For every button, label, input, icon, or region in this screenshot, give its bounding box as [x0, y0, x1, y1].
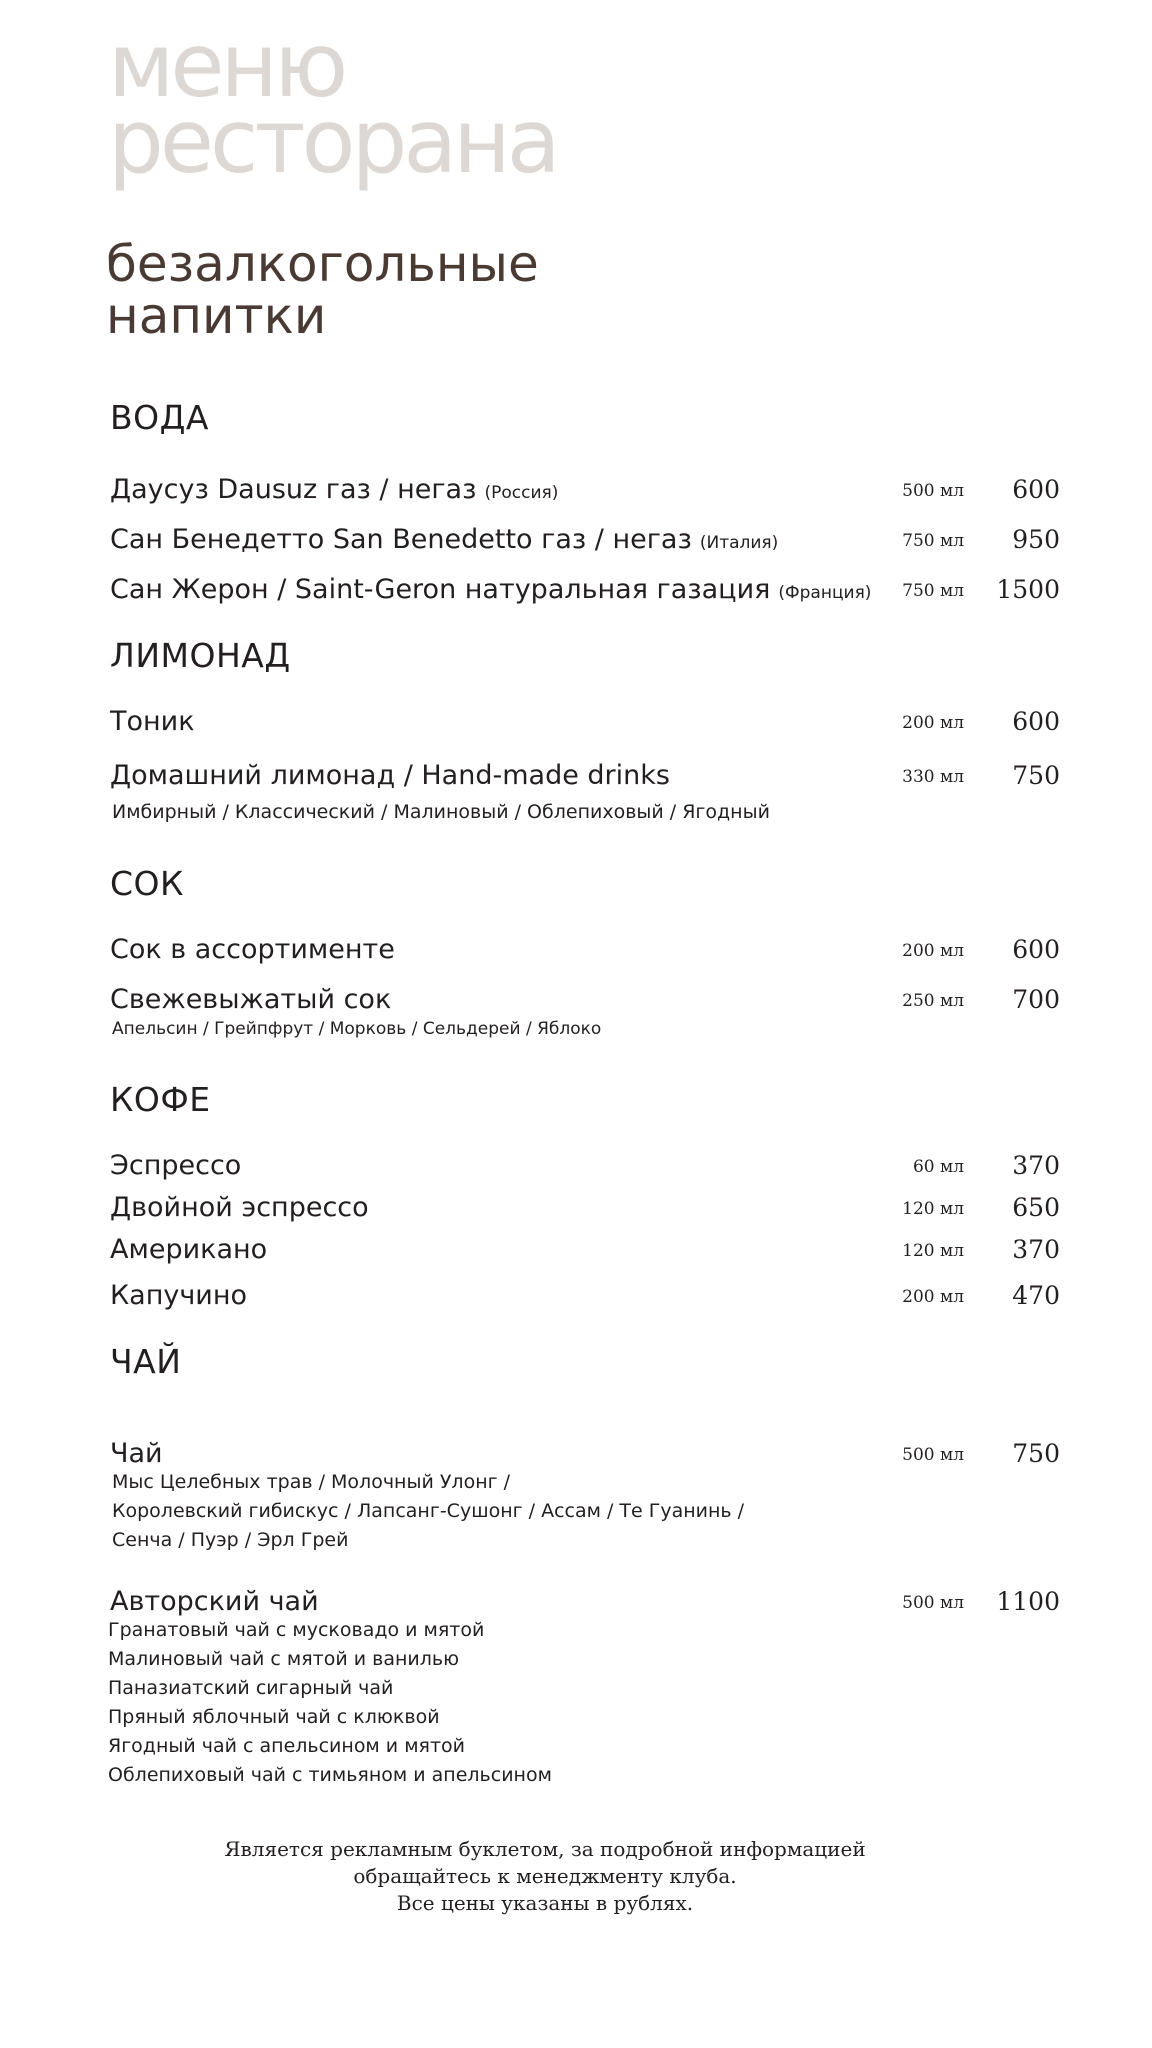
list-item: Мыс Целебных трав / Молочный Улонг / [112, 1471, 511, 1493]
lemonade-flavors: Имбирный / Классический / Малиновый / Облепиховый / Ягодный [112, 801, 770, 823]
section-heading-juice: СОК [110, 864, 184, 903]
menu-item [110, 1146, 1060, 1186]
item-name: Свежевыжатый сок [110, 984, 392, 1015]
item-origin: (Россия) [484, 483, 559, 503]
list-item: Сенча / Пуэр / Эрл Грей [112, 1529, 349, 1551]
section-heading-water: ВОДА [110, 398, 209, 437]
category-title-line-1: безалкогольные [106, 235, 539, 293]
item-price: 470 [1012, 1281, 1060, 1310]
item-price: 370 [1012, 1235, 1060, 1264]
item-price: 700 [1012, 985, 1060, 1014]
item-name: Сан Жерон / Saint-Geron натуральная газация (Франция) [110, 574, 872, 605]
menu-item [110, 702, 1060, 742]
item-volume: 200 мл [902, 1287, 964, 1307]
section-heading-coffee: КОФЕ [110, 1080, 211, 1119]
item-volume: 120 мл [902, 1199, 964, 1219]
item-price: 370 [1012, 1151, 1060, 1180]
item-name: Сан Бенедетто San Benedetto газ / негаз (Италия) [110, 524, 779, 555]
list-item: Пряный яблочный чай с клюквой [108, 1706, 440, 1728]
item-name: Тоник [110, 706, 195, 737]
juice-flavors: Апельсин / Грейпфрут / Морковь / Сельдерей / Яблоко [112, 1019, 602, 1039]
item-price: 600 [1012, 935, 1060, 964]
item-name: Эспрессо [110, 1150, 242, 1181]
item-name: Чай [110, 1438, 163, 1469]
menu-item [110, 930, 1060, 970]
item-volume: 500 мл [902, 1445, 964, 1465]
menu-item [110, 520, 1060, 560]
item-volume: 500 мл [902, 1593, 964, 1613]
item-price: 950 [1012, 525, 1060, 554]
menu-item [110, 470, 1060, 510]
item-volume: 750 мл [902, 531, 964, 551]
item-origin: (Италия) [699, 533, 779, 553]
list-item: Облепиховый чай с тимьяном и апельсином [108, 1764, 552, 1786]
footer-line-2: обращайтесь к менеджменту клуба. [353, 1864, 737, 1888]
item-price: 600 [1012, 475, 1060, 504]
menu-item [110, 1276, 1060, 1316]
item-name: Домашний лимонад / Hand-made drinks [110, 760, 670, 791]
list-item: Малиновый чай с мятой и ванилью [108, 1648, 460, 1670]
menu-item [110, 570, 1060, 610]
item-price: 1100 [996, 1587, 1060, 1616]
item-volume: 200 мл [902, 941, 964, 961]
item-price: 1500 [996, 575, 1060, 604]
page-title-line-1: меню [108, 14, 345, 117]
item-volume: 120 мл [902, 1241, 964, 1261]
page-title-line-2: ресторана [108, 90, 557, 193]
page-title [108, 14, 557, 193]
list-item: Паназиатский сигарный чай [108, 1677, 394, 1699]
list-item: Королевский гибискус / Лапсанг-Сушонг / Ассам / Те Гуанинь / [112, 1500, 745, 1522]
section-heading-tea: ЧАЙ [110, 1342, 182, 1381]
item-price: 750 [1012, 1439, 1060, 1468]
item-volume: 330 мл [902, 767, 964, 787]
item-name: Капучино [110, 1280, 248, 1311]
item-name: Двойной эспрессо [110, 1192, 369, 1223]
footer-line-1: Является рекламным буклетом, за подробной информацией [224, 1837, 866, 1861]
category-title [106, 235, 539, 345]
item-price: 600 [1012, 707, 1060, 736]
item-volume: 60 мл [912, 1157, 964, 1177]
item-price: 650 [1012, 1193, 1060, 1222]
section-heading-lemonade: ЛИМОНАД [110, 636, 291, 675]
footer-line-3: Все цены указаны в рублях. [396, 1891, 694, 1915]
tea-varieties [112, 1468, 744, 1555]
menu-item [110, 756, 1060, 796]
item-price: 750 [1012, 761, 1060, 790]
menu-item [110, 1230, 1060, 1270]
item-volume: 250 мл [902, 991, 964, 1011]
list-item: Ягодный чай с апельсином и мятой [108, 1735, 466, 1757]
item-name: Американо [110, 1234, 268, 1265]
item-origin: (Франция) [778, 583, 872, 603]
item-volume: 500 мл [902, 481, 964, 501]
item-name: Авторский чай [110, 1586, 319, 1617]
author-tea-varieties [108, 1616, 552, 1790]
category-title-line-2: напитки [106, 287, 327, 345]
item-volume: 200 мл [902, 713, 964, 733]
footer-note [0, 1836, 1090, 1917]
item-volume: 750 мл [902, 581, 964, 601]
item-name: Даусуз Dausuz газ / негаз (Россия) [110, 474, 559, 505]
item-name: Сок в ассортименте [110, 934, 395, 965]
menu-item [110, 1188, 1060, 1228]
list-item: Гранатовый чай с мусковадо и мятой [108, 1619, 485, 1641]
